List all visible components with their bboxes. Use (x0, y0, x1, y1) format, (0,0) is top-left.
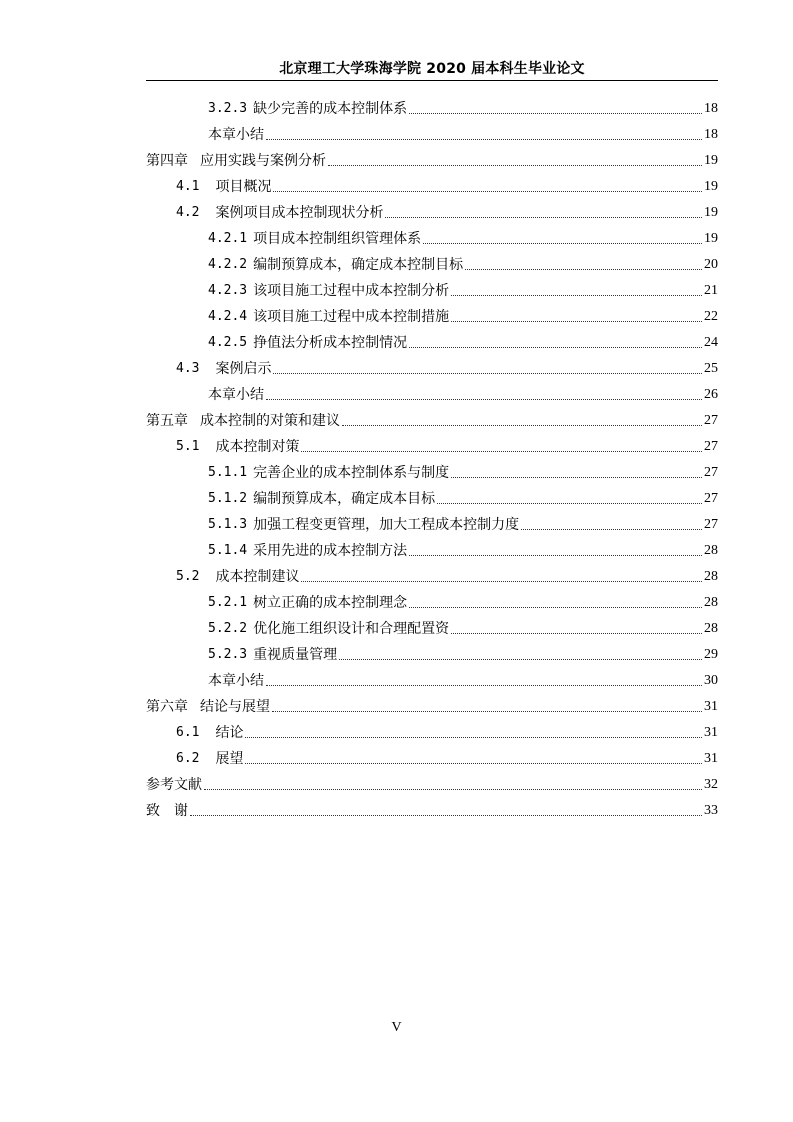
dot-leader (245, 763, 702, 764)
dot-leader (409, 555, 702, 556)
dot-leader (266, 399, 702, 400)
toc-entry-page: 32 (704, 777, 718, 792)
toc-entry[interactable] (146, 223, 718, 249)
toc-entry-number: 4.2.2 (208, 257, 248, 272)
toc-entry[interactable] (146, 743, 718, 769)
toc-entry-title: 展望 (215, 751, 244, 767)
toc-entry-number: 6.2 (176, 751, 200, 766)
toc-entry[interactable] (146, 93, 718, 119)
dot-leader (339, 659, 702, 660)
dot-leader (272, 711, 702, 712)
toc-entry-title: 树立正确的成本控制理念 (253, 595, 408, 611)
toc-entry[interactable] (146, 379, 718, 405)
toc-entry[interactable] (146, 431, 718, 457)
dot-leader (451, 321, 702, 322)
dot-leader (190, 815, 702, 816)
toc-entry-page: 28 (704, 621, 718, 636)
toc-entry-title: 参考文献 (146, 777, 202, 793)
dot-leader (451, 477, 702, 478)
toc-entry-title: 项目成本控制组织管理体系 (253, 231, 422, 247)
toc-entry-number: 5.2.1 (208, 595, 248, 610)
toc-entry-page: 27 (704, 413, 718, 428)
toc-entry[interactable] (146, 249, 718, 275)
dot-leader (273, 191, 702, 192)
toc-entry-number: 4.2.1 (208, 231, 248, 246)
toc-entry-number: 5.2.2 (208, 621, 248, 636)
toc-entry-page: 31 (704, 725, 718, 740)
toc-entry[interactable] (146, 145, 718, 171)
toc-entry-number: 5.2 (176, 569, 200, 584)
dot-leader (301, 581, 702, 582)
toc-entry-title: 优化施工组织设计和合理配置资 (253, 621, 450, 637)
toc-entry-title: 成本控制建议 (215, 569, 300, 585)
toc-entry[interactable] (146, 353, 718, 379)
toc-entry-title: 缺少完善的成本控制体系 (253, 101, 408, 117)
toc-entry[interactable] (146, 639, 718, 665)
dot-leader (204, 789, 702, 790)
dot-leader (451, 295, 702, 296)
toc-entry-page: 27 (704, 517, 718, 532)
toc-entry[interactable] (146, 769, 718, 795)
toc-entry-number: 5.2.3 (208, 647, 248, 662)
toc-entry-title: 结论 (215, 725, 244, 741)
toc-entry-title: 案例启示 (215, 361, 272, 377)
page-header: 北京理工大学珠海学院 2020 届本科生毕业论文 (279, 61, 585, 77)
toc-entry-page: 31 (704, 751, 718, 766)
toc-entry-title: 加强工程变更管理，加大工程成本控制力度 (253, 517, 520, 533)
toc-entry-page: 28 (704, 569, 718, 584)
toc-entry[interactable] (146, 327, 718, 353)
dot-leader (245, 737, 702, 738)
toc-entry[interactable] (146, 665, 718, 691)
toc-entry-number: 第六章 (146, 699, 188, 715)
toc-entry-number: 第四章 (146, 153, 188, 169)
toc-entry[interactable] (146, 119, 718, 145)
toc-entry-number: 3.2.3 (208, 101, 248, 116)
toc-entry[interactable] (146, 171, 718, 197)
toc-entry-number: 4.1 (176, 179, 200, 194)
toc-entry-title: 该项目施工过程中成本控制措施 (253, 309, 450, 325)
toc-entry[interactable] (146, 509, 718, 535)
toc-entry[interactable] (146, 561, 718, 587)
header-rule (146, 80, 718, 81)
toc-entry-page: 27 (704, 439, 718, 454)
toc-entry[interactable] (146, 691, 718, 717)
toc-entry-page: 18 (704, 101, 718, 116)
toc-entry-title: 应用实践与案例分析 (200, 153, 326, 169)
toc-entry-title: 项目概况 (215, 179, 272, 195)
toc-entry-title: 编制预算成本，确定成本目标 (253, 491, 436, 507)
toc-entry[interactable] (146, 717, 718, 743)
toc-entry-title: 成本控制的对策和建议 (200, 413, 340, 429)
toc-entry-page: 19 (704, 179, 718, 194)
toc-entry-page: 20 (704, 257, 718, 272)
toc-entry-title: 成本控制对策 (215, 439, 300, 455)
dot-leader (465, 269, 702, 270)
toc-entry[interactable] (146, 405, 718, 431)
toc-entry[interactable] (146, 613, 718, 639)
toc-entry-number: 4.2.3 (208, 283, 248, 298)
toc-entry-page: 29 (704, 647, 718, 662)
toc-entry-title: 重视质量管理 (253, 647, 338, 663)
toc-entry-page: 33 (704, 803, 718, 818)
toc-entry-title: 案例项目成本控制现状分析 (215, 205, 384, 221)
table-of-contents (146, 93, 718, 821)
toc-entry-page: 24 (704, 335, 718, 350)
toc-entry-page: 25 (704, 361, 718, 376)
dot-leader (409, 607, 702, 608)
dot-leader (451, 633, 702, 634)
toc-entry[interactable] (146, 301, 718, 327)
toc-entry-page: 19 (704, 153, 718, 168)
toc-entry-title: 本章小结 (208, 673, 264, 689)
toc-entry-page: 19 (704, 231, 718, 246)
dot-leader (437, 503, 702, 504)
toc-entry-title: 致 谢 (146, 803, 188, 819)
toc-entry-page: 28 (704, 543, 718, 558)
toc-entry-page: 19 (704, 205, 718, 220)
toc-entry[interactable] (146, 587, 718, 613)
dot-leader (266, 139, 702, 140)
toc-entry-number: 第五章 (146, 413, 188, 429)
dot-leader (342, 425, 702, 426)
dot-leader (409, 113, 702, 114)
dot-leader (423, 243, 702, 244)
toc-entry-title: 挣值法分析成本控制情况 (253, 335, 408, 351)
toc-entry-number: 4.3 (176, 361, 200, 376)
toc-entry-page: 30 (704, 673, 718, 688)
toc-entry-page: 27 (704, 465, 718, 480)
dot-leader (409, 347, 702, 348)
dot-leader (385, 217, 702, 218)
toc-entry-number: 5.1.2 (208, 491, 248, 506)
toc-entry-page: 28 (704, 595, 718, 610)
toc-entry-page: 31 (704, 699, 718, 714)
page-number: V (391, 1020, 402, 1035)
toc-entry-page: 26 (704, 387, 718, 402)
toc-entry[interactable] (146, 483, 718, 509)
toc-entry-page: 18 (704, 127, 718, 142)
dot-leader (301, 451, 702, 452)
toc-entry[interactable] (146, 795, 718, 821)
toc-entry-title: 本章小结 (208, 127, 264, 143)
toc-entry-title: 本章小结 (208, 387, 264, 403)
toc-entry[interactable] (146, 275, 718, 301)
toc-entry-number: 5.1 (176, 439, 200, 454)
toc-entry[interactable] (146, 197, 718, 223)
toc-entry-title: 完善企业的成本控制体系与制度 (253, 465, 450, 481)
toc-entry-title: 该项目施工过程中成本控制分析 (253, 283, 450, 299)
toc-entry-number: 5.1.1 (208, 465, 248, 480)
toc-entry-number: 5.1.3 (208, 517, 248, 532)
toc-entry-page: 21 (704, 283, 718, 298)
toc-entry-title: 采用先进的成本控制方法 (253, 543, 408, 559)
toc-entry-page: 27 (704, 491, 718, 506)
toc-entry-title: 结论与展望 (200, 699, 270, 715)
dot-leader (328, 165, 702, 166)
toc-entry-page: 22 (704, 309, 718, 324)
toc-entry-number: 4.2.4 (208, 309, 248, 324)
toc-entry-number: 4.2.5 (208, 335, 248, 350)
dot-leader (266, 685, 702, 686)
toc-entry-number: 4.2 (176, 205, 200, 220)
dot-leader (273, 373, 702, 374)
toc-entry-title: 编制预算成本，确定成本控制目标 (253, 257, 464, 273)
dot-leader (521, 529, 702, 530)
toc-entry[interactable] (146, 535, 718, 561)
toc-entry-number: 6.1 (176, 725, 200, 740)
toc-entry-number: 5.1.4 (208, 543, 248, 558)
toc-entry[interactable] (146, 457, 718, 483)
